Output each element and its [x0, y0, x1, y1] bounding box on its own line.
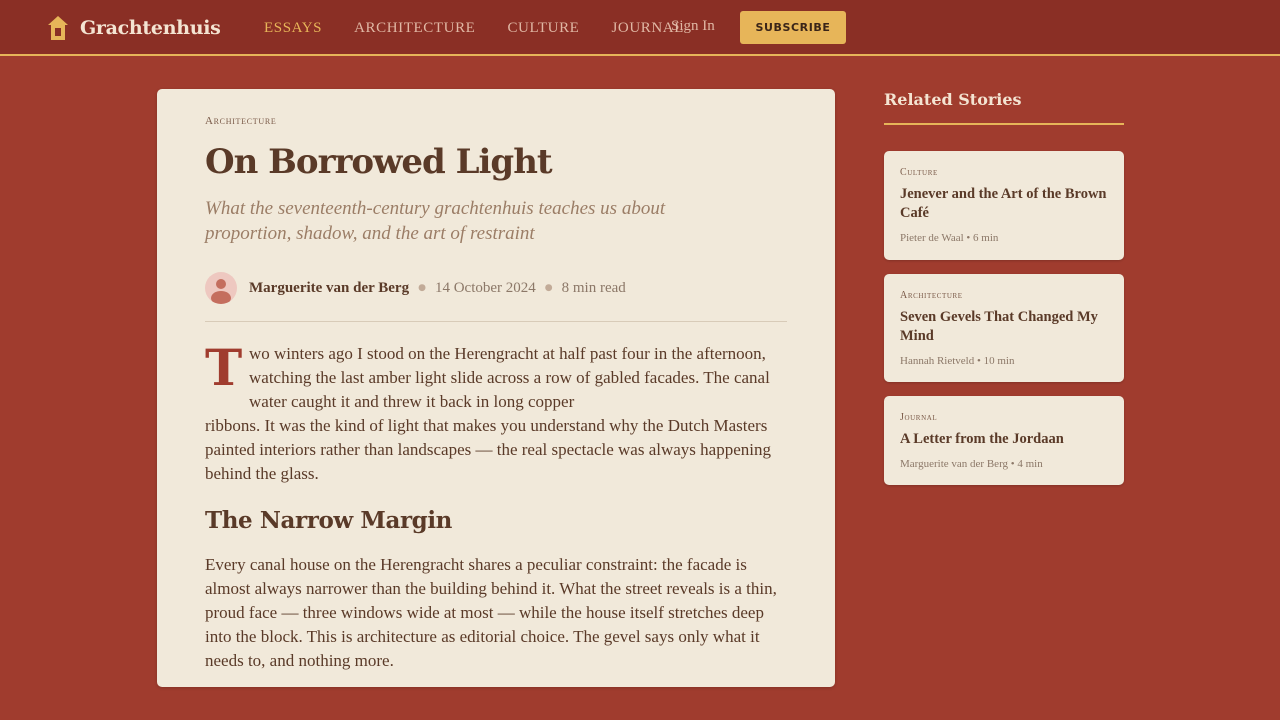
- subscribe-button[interactable]: SUBSCRIBE: [740, 11, 846, 44]
- byline-divider: [205, 321, 787, 322]
- sidebar-title: Related Stories: [884, 89, 1124, 125]
- story-title: Jenever and the Art of the Brown Café: [900, 186, 1107, 221]
- drop-cap: T: [205, 338, 243, 397]
- story-meta: Marguerite van der Berg • 4 min: [900, 458, 1043, 470]
- avatar-head-shape: [216, 279, 226, 289]
- nav-item-journal[interactable]: JOURNAL: [611, 19, 684, 36]
- story-category: Journal: [900, 412, 938, 423]
- nav-item-culture[interactable]: CULTURE: [507, 19, 580, 36]
- article-subtitle: What the seventeenth-century grachtenhuis teaches us about proportion, shadow, and the art of restraint: [205, 198, 666, 244]
- story-title: A Letter from the Jordaan: [900, 431, 1064, 447]
- paragraph-lead: wo winters ago I stood on the Herengracht at half past four in the afternoon, watching the last amber light slide across a row of gabled facades. The canal water caught it and threw it back in long copper: [249, 344, 770, 411]
- story-category: Architecture: [900, 290, 963, 301]
- author-name[interactable]: Marguerite van der Berg: [249, 279, 410, 296]
- avatar-body-shape: [211, 291, 231, 304]
- related-story-card[interactable]: [884, 396, 1124, 485]
- article-card: [157, 89, 835, 687]
- article-category[interactable]: Architecture: [205, 115, 277, 127]
- house-icon: [48, 16, 68, 40]
- paragraph: [205, 338, 787, 486]
- related-stories: [884, 89, 1124, 470]
- story-meta: Hannah Rietveld • 10 min: [900, 355, 1015, 367]
- nav-item-essays[interactable]: ESSAYS: [264, 19, 323, 36]
- separator-dot: ●: [418, 283, 426, 293]
- read-time: 8 min read: [561, 279, 626, 296]
- story-category: Culture: [900, 167, 938, 178]
- main-nav: [264, 18, 684, 38]
- publish-date: 14 October 2024: [434, 279, 536, 296]
- sign-in-link[interactable]: Sign In: [671, 18, 715, 34]
- related-story-card[interactable]: [884, 151, 1124, 260]
- story-meta: Pieter de Waal • 6 min: [900, 232, 999, 244]
- nav-item-architecture[interactable]: ARCHITECTURE: [354, 19, 476, 36]
- paragraph-tail: ribbons. It was the kind of light that makes you understand why the Dutch Masters painted interiors rather than landscapes — the real spectacle was always happening behind the glass.: [205, 416, 771, 483]
- avatar: [205, 272, 237, 304]
- byline: [205, 272, 787, 304]
- related-story-card[interactable]: [884, 274, 1124, 382]
- article-title: On Borrowed Light: [205, 142, 552, 182]
- paragraph: Every canal house on the Herengracht shares a peculiar constraint: the facade is almost always narrower than the building behind it. What the street reveals is a thin, proud face — three windows wide at most — while the house itself stretches deep into the block. This is architecture as editorial choice. The gevel says only what it needs to, and nothing more.: [205, 555, 777, 670]
- article-body: [205, 338, 787, 673]
- separator-dot: ●: [544, 283, 553, 293]
- site-header: [0, 0, 1280, 56]
- story-title: Seven Gevels That Changed My Mind: [900, 309, 1098, 344]
- brand-name: Grachtenhuis: [80, 17, 221, 39]
- section-heading: The Narrow Margin: [205, 507, 453, 534]
- brand-logo[interactable]: [48, 14, 221, 42]
